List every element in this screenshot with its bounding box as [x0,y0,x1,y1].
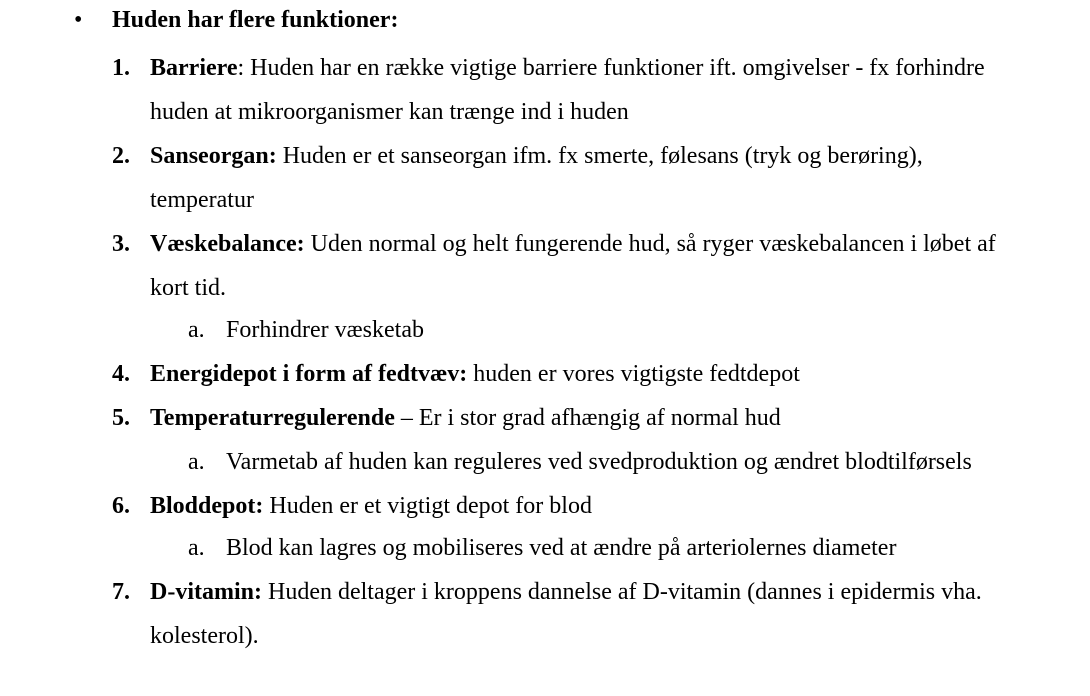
sub-item-text: Blod kan lagres og mobiliseres ved at ændre på arteriolernes diameter [226,535,897,561]
list-item-7 [150,578,982,606]
item-term: Energidepot i form af fedtvæv: [150,361,468,387]
list-item-2 [150,142,923,170]
item-text: Huden er et vigtigt depot for blod [263,493,592,519]
item-number: 4. [112,361,130,387]
list-item-5 [150,404,781,432]
item-text: Huden er et sanseorgan ifm. fx smerte, følesans (tryk og berøring), [276,143,923,169]
item-number: 7. [112,579,130,605]
item-text-continued: kolesterol). [150,623,259,649]
sub-item-marker: a. [188,317,205,343]
item-text: Huden deltager i kroppens dannelse af D-vitamin (dannes i epidermis vha. [261,579,982,605]
sub-item-marker: a. [188,535,205,561]
item-number: 6. [112,493,130,519]
sub-item-text: Forhindrer væsketab [226,317,424,343]
list-item-1 [150,54,985,82]
sub-item-text: Varmetab af huden kan reguleres ved svedproduktion og ændret blodtilførsels [226,449,972,475]
item-text-continued: huden at mikroorganismer kan trænge ind i huden [150,99,629,125]
list-item-3 [150,230,996,258]
item-number: 5. [112,405,130,431]
list-item-4 [150,360,800,388]
sub-item-marker: a. [188,449,205,475]
item-term: Temperaturregulerende [150,405,395,431]
section-heading: Huden har flere funktioner: [112,7,399,33]
item-term: D-vitamin: [150,579,262,605]
item-number: 3. [112,231,130,257]
bullet-marker: • [74,7,83,33]
item-text: huden er vores vigtigste fedtdepot [467,361,800,387]
item-number: 2. [112,143,130,169]
item-term: Sanseorgan: [150,143,277,169]
item-term: Væskebalance: [150,231,305,257]
item-text: Uden normal og helt fungerende hud, så ryger væskebalancen i løbet af [304,231,996,257]
item-number: 1. [112,55,130,81]
item-text-continued: temperatur [150,187,254,213]
item-text: : Huden har en række vigtige barriere funktioner ift. omgivelser - fx forhindre [237,55,985,81]
item-text: – Er i stor grad afhængig af normal hud [394,405,781,431]
item-term: Barriere [150,55,238,81]
list-item-6 [150,492,592,520]
item-text-continued: kort tid. [150,275,226,301]
item-term: Bloddepot: [150,493,264,519]
